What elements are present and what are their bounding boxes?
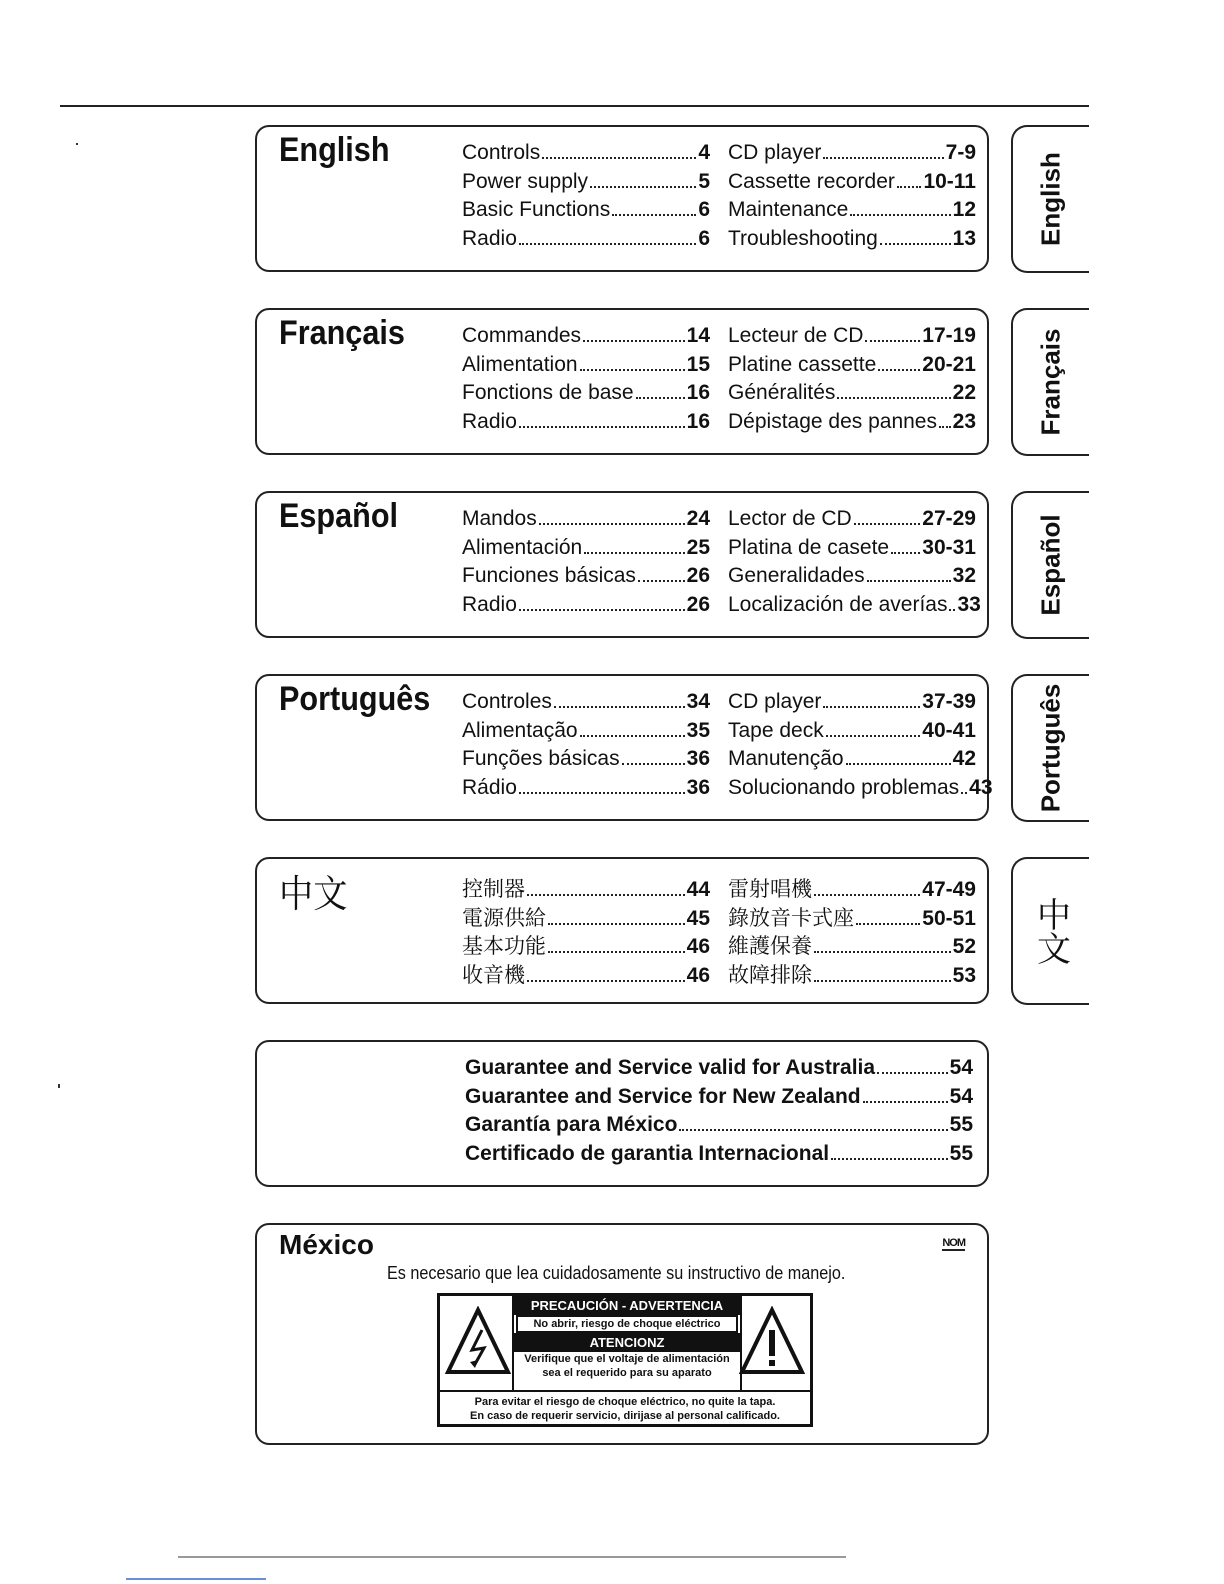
toc-entry-page: 15	[686, 352, 710, 376]
exclamation-warning-icon	[738, 1306, 806, 1378]
toc-entry[interactable]	[728, 381, 976, 410]
toc-entry-label: Cassette recorder	[728, 169, 895, 193]
toc-entry-page: 26	[686, 592, 710, 616]
toc-entry[interactable]	[462, 776, 710, 805]
toc-entry-label: Controles	[462, 690, 552, 713]
tab-label: 中文	[1031, 897, 1070, 965]
toc-entry[interactable]	[462, 324, 710, 353]
toc-entry-label: Guarantee and Service valid for Australia	[465, 1056, 876, 1079]
warning-text-panel	[512, 1296, 742, 1390]
toc-entry[interactable]	[728, 324, 976, 353]
toc-entry-page: 33	[957, 592, 981, 616]
dot-leader	[854, 523, 921, 525]
toc-entry-page: 32	[952, 564, 976, 587]
dot-leader	[638, 580, 685, 582]
toc-entry-page: 45	[686, 906, 710, 930]
warning-bottom-text	[440, 1390, 810, 1423]
toc-entry-label: Rádio	[462, 775, 517, 799]
verify-text-1: Verifique que el voltaje de alimentación	[524, 1353, 730, 1365]
toc-entry-page: 46	[686, 963, 710, 987]
dot-leader	[814, 894, 920, 896]
toc-entry-label: CD player	[728, 141, 822, 164]
dot-leader	[519, 243, 696, 245]
toc-entry-label: Certificado de garantia Internacional	[465, 1141, 830, 1165]
dot-leader	[961, 792, 967, 794]
toc-entry[interactable]	[465, 1113, 973, 1142]
dot-leader	[837, 397, 950, 399]
toc-entry[interactable]	[462, 381, 710, 410]
toc-entry[interactable]	[728, 410, 976, 439]
dot-leader	[527, 894, 685, 896]
dot-leader	[519, 792, 685, 794]
mexico-section	[255, 1223, 989, 1445]
toc-entry-label: CD player	[728, 690, 822, 713]
toc-column-left	[462, 873, 710, 987]
toc-entry-label: 錄放音卡式座	[728, 906, 854, 930]
toc-entry[interactable]	[728, 564, 976, 593]
toc-entry[interactable]	[728, 536, 976, 565]
toc-column-right	[728, 690, 993, 804]
toc-entry-page: 34	[686, 690, 710, 713]
toc-entry-label: Funções básicas	[462, 747, 620, 770]
toc-entry-label: Solucionando problemas	[728, 775, 960, 799]
dot-leader	[542, 157, 696, 159]
section-title: English	[279, 131, 390, 169]
toc-entry-page: 55	[949, 1141, 973, 1165]
toc-entry-label: Power supply	[462, 169, 589, 193]
toc-entry-page: 13	[952, 226, 976, 250]
warning-bottom-line-2: En caso de requerir servicio, dirijase al personal calificado.	[470, 1410, 780, 1422]
toc-entry-label: Radio	[462, 226, 517, 250]
dot-leader	[580, 735, 685, 737]
section-title: Português	[279, 680, 431, 718]
toc-entry-label: Funciones básicas	[462, 564, 636, 587]
toc-entry-label: Garantía para México	[465, 1113, 678, 1136]
toc-entry-page: 36	[686, 747, 710, 770]
tab-chinese[interactable]	[1011, 857, 1089, 1005]
toc-entry-page: 55	[949, 1113, 973, 1136]
toc-entry[interactable]	[462, 930, 710, 959]
toc-entry[interactable]	[462, 353, 710, 382]
toc-entry[interactable]	[462, 690, 710, 719]
dot-leader	[539, 523, 685, 525]
toc-entry-label: Alimentação	[462, 718, 578, 742]
toc-entry-page: 35	[686, 718, 710, 742]
dot-leader	[891, 552, 920, 554]
toc-entry[interactable]	[465, 1085, 973, 1114]
warning-label	[437, 1293, 813, 1427]
dot-leader	[949, 609, 955, 611]
toc-column-right	[728, 873, 976, 987]
toc-entry-page: 23	[952, 409, 976, 433]
dot-leader	[939, 426, 951, 428]
toc-entry[interactable]	[728, 592, 981, 622]
toc-section-portugues	[255, 674, 993, 821]
footer-blue-line	[126, 1578, 266, 1580]
nom-logo: NOM	[942, 1237, 965, 1249]
dot-leader	[897, 186, 922, 188]
footer-rule	[178, 1556, 846, 1558]
toc-entry-label: Alimentación	[462, 535, 583, 559]
dot-leader	[590, 186, 696, 188]
toc-entry-label: Lecteur de CD	[728, 324, 864, 347]
toc-entry-label: Fonctions de base	[462, 381, 634, 404]
toc-entry-page: 24	[686, 507, 710, 530]
toc-entry[interactable]	[728, 959, 976, 988]
toc-entry-label: Generalidades	[728, 564, 865, 587]
section-title: Español	[279, 497, 399, 535]
toc-entry[interactable]	[462, 719, 710, 748]
dot-leader	[863, 1101, 948, 1103]
toc-entry-page: 25	[686, 535, 710, 559]
dot-leader	[636, 397, 685, 399]
caution-heading: PRECAUCIÓN - ADVERTENCIA	[514, 1296, 740, 1315]
toc-entry-page: 12	[952, 198, 976, 221]
dot-leader	[814, 980, 951, 982]
toc-entry-label: Troubleshooting	[728, 226, 878, 250]
toc-entry-label: Radio	[462, 592, 517, 616]
toc-entry-page: 16	[686, 409, 710, 433]
toc-entry[interactable]	[728, 902, 976, 931]
dot-leader	[527, 980, 685, 982]
section-title: 中文	[279, 874, 348, 916]
dot-leader	[826, 735, 921, 737]
toc-column-right	[728, 507, 981, 621]
dot-leader	[519, 609, 685, 611]
tab-label: Português	[1035, 683, 1066, 813]
toc-entry-page: 14	[686, 324, 710, 347]
toc-column-left	[462, 507, 710, 621]
dot-leader	[814, 951, 951, 953]
toc-entry[interactable]	[728, 930, 976, 959]
toc-entry[interactable]	[728, 141, 976, 170]
toc-entry-label: Commandes	[462, 324, 582, 347]
dot-leader	[846, 763, 951, 765]
toc-entry-page: 46	[686, 935, 710, 958]
toc-entry-label: Lector de CD	[728, 507, 852, 530]
toc-entry-label: 收音機	[462, 963, 525, 987]
toc-section-english	[255, 125, 989, 272]
warning-bottom-line-1: Para evitar el riesgo de choque eléctrico, no quite la tapa.	[474, 1396, 776, 1408]
toc-entry[interactable]	[462, 536, 710, 565]
toc-entry-page: 20-21	[922, 352, 976, 376]
dot-leader	[856, 923, 920, 925]
toc-entry[interactable]	[462, 747, 710, 776]
tab-english[interactable]	[1011, 125, 1089, 273]
attention-heading: ATENCIONZ	[514, 1333, 740, 1352]
toc-column-left	[462, 690, 710, 804]
scan-speck	[76, 143, 78, 145]
toc-entry[interactable]	[462, 564, 710, 593]
toc-entry-label: 基本功能	[462, 935, 546, 958]
tab-label: English	[1035, 152, 1066, 246]
dot-leader	[865, 340, 920, 342]
toc-entry-page: 16	[686, 381, 710, 404]
toc-entry-page: 54	[949, 1056, 973, 1079]
top-rule	[60, 105, 1089, 107]
mexico-title: México	[279, 1229, 374, 1260]
toc-entry[interactable]	[465, 1056, 973, 1085]
toc-entry[interactable]	[728, 170, 976, 199]
toc-entry-label: Radio	[462, 409, 517, 433]
toc-entry-page: 30-31	[922, 535, 976, 559]
toc-entry-label: Manutenção	[728, 747, 844, 770]
toc-entry-label: Tape deck	[728, 718, 824, 742]
toc-entry[interactable]	[465, 1142, 973, 1171]
toc-entry-page: 6	[698, 198, 710, 221]
toc-entry[interactable]	[462, 410, 710, 439]
toc-entry[interactable]	[728, 873, 976, 902]
dot-leader	[867, 580, 951, 582]
toc-entry[interactable]	[728, 719, 976, 748]
toc-entry-label: Guarantee and Service for New Zealand	[465, 1084, 861, 1108]
dot-leader	[612, 214, 696, 216]
no-open-text: No abrir, riesgo de choque eléctrico	[516, 1315, 738, 1333]
tab-portugues[interactable]	[1011, 674, 1089, 822]
toc-entry-label: Dépistage des pannes	[728, 409, 937, 433]
toc-entry-label: Maintenance	[728, 198, 849, 221]
toc-entry-label: Alimentation	[462, 352, 578, 376]
dot-leader	[548, 951, 685, 953]
toc-entry[interactable]	[728, 507, 976, 536]
toc-entry-page: 43	[969, 775, 993, 799]
toc-entry-page: 26	[686, 564, 710, 587]
dot-leader	[583, 340, 685, 342]
toc-entry[interactable]	[462, 902, 710, 931]
toc-entry-page: 52	[952, 935, 976, 958]
toc-column-right	[728, 141, 976, 255]
dot-leader	[519, 426, 685, 428]
mexico-notice: Es necesario que lea cuidadosamente su instructivo de manejo.	[387, 1263, 846, 1283]
toc-entry-page: 37-39	[922, 690, 976, 713]
toc-entry-page: 22	[952, 381, 976, 404]
toc-entry-label: 電源供給	[462, 906, 546, 930]
toc-entry-page: 53	[952, 963, 976, 987]
toc-entry-page: 7-9	[945, 141, 976, 164]
toc-section-espanol	[255, 491, 989, 638]
toc-entry-page: 44	[686, 878, 710, 901]
toc-entry-page: 36	[686, 775, 710, 799]
dot-leader	[548, 923, 685, 925]
toc-entry[interactable]	[728, 747, 976, 776]
toc-entry[interactable]	[462, 141, 710, 170]
toc-entry-page: 6	[698, 226, 710, 250]
toc-entry-label: 雷射唱機	[728, 878, 812, 901]
tab-label: Français	[1035, 328, 1066, 436]
toc-entry-page: 4	[698, 141, 710, 164]
toc-entry-page: 50-51	[922, 906, 976, 930]
toc-entry-label: 維護保養	[728, 935, 812, 958]
toc-entry[interactable]	[462, 959, 710, 988]
toc-section-chinese	[255, 857, 989, 1004]
toc-column-right	[728, 324, 976, 438]
toc-entry-label: 控制器	[462, 878, 525, 901]
toc-entry[interactable]	[462, 198, 710, 227]
toc-section-francais	[255, 308, 989, 455]
toc-entry-page: 42	[952, 747, 976, 770]
dot-leader	[877, 1072, 948, 1074]
tab-label: Español	[1035, 514, 1066, 616]
verify-text-2: sea el requerido para su aparato	[542, 1367, 712, 1379]
toc-entry-label: Mandos	[462, 507, 537, 530]
toc-entry[interactable]	[462, 170, 710, 199]
toc-entry[interactable]	[462, 227, 710, 256]
scan-speck	[58, 1084, 60, 1088]
toc-entry[interactable]	[728, 775, 993, 805]
toc-entry-page: 47-49	[922, 878, 976, 901]
toc-entry[interactable]	[462, 593, 710, 622]
toc-entry-page: 10-11	[923, 169, 976, 193]
toc-entry-label: Localización de averías	[728, 592, 948, 616]
dot-leader	[580, 369, 685, 371]
tab-espanol[interactable]	[1011, 491, 1089, 639]
dot-leader	[823, 157, 943, 159]
toc-entry[interactable]	[728, 690, 976, 719]
guarantee-section	[255, 1040, 989, 1187]
toc-entry-page: 5	[698, 169, 710, 193]
dot-leader	[679, 1129, 947, 1131]
toc-entry[interactable]	[728, 227, 976, 256]
guarantee-list	[465, 1056, 973, 1170]
tab-francais[interactable]	[1011, 308, 1089, 456]
dot-leader	[823, 706, 920, 708]
dot-leader	[831, 1158, 948, 1160]
toc-entry[interactable]	[728, 353, 976, 382]
toc-entry-page: 17-19	[922, 324, 976, 347]
toc-entry-label: Généralités	[728, 381, 836, 404]
dot-leader	[554, 706, 685, 708]
toc-entry-page: 54	[949, 1084, 973, 1108]
dot-leader	[622, 763, 685, 765]
electric-shock-warning-icon	[444, 1306, 512, 1378]
toc-entry-label: Platine cassette	[728, 352, 877, 376]
dot-leader	[878, 369, 920, 371]
toc-column-left	[462, 324, 710, 438]
toc-column-left	[462, 141, 710, 255]
dot-leader	[584, 552, 684, 554]
toc-entry-label: 故障排除	[728, 963, 812, 987]
toc-entry[interactable]	[728, 198, 976, 227]
toc-entry-label: Basic Functions	[462, 198, 611, 221]
toc-entry[interactable]	[462, 873, 710, 902]
toc-entry-label: Controls	[462, 141, 541, 164]
toc-entry-page: 40-41	[922, 718, 976, 742]
toc-entry-page: 27-29	[922, 507, 976, 530]
section-title: Français	[279, 314, 405, 352]
toc-entry-label: Platina de casete	[728, 535, 890, 559]
dot-leader	[850, 214, 950, 216]
toc-entry[interactable]	[462, 507, 710, 536]
dot-leader	[880, 243, 951, 245]
